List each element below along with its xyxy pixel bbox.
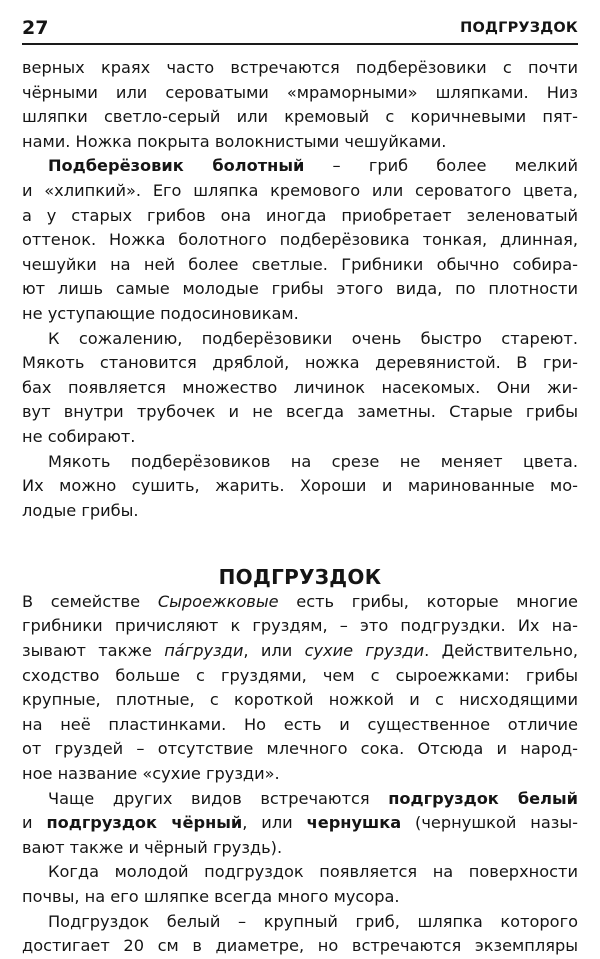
text-line: К сожалению, подберёзовики очень быстро стареют.	[48, 328, 578, 348]
italic-term: Сыроежковые	[157, 591, 279, 611]
text-span: . Действительно,	[424, 641, 578, 661]
text-line	[22, 154, 578, 179]
bold-term: подгруздок белый	[388, 788, 578, 808]
text-line: не собирают.	[22, 426, 136, 446]
paragraph	[22, 860, 578, 909]
text-span: есть грибы, которые многие	[278, 591, 578, 611]
text-line: ют лишь самые молодые грибы этого вида, по плотности	[22, 279, 578, 299]
text-line	[22, 590, 578, 615]
text-line: вут внутри трубочек и не всегда заметны. Старые грибы	[22, 402, 578, 422]
bold-term: чернушка	[306, 813, 402, 833]
bold-term: подгруздок чёрный	[46, 813, 243, 833]
paragraph	[22, 450, 578, 524]
text-line: чешуйки на ней более светлые. Грибники обычно собира-	[22, 254, 578, 274]
text-line: а у старых грибов она иногда приобретает зеленоватый	[22, 205, 578, 225]
text-line: крупные, плотные, с короткой ножкой и с нисходящими	[22, 690, 578, 710]
page-body	[22, 56, 578, 959]
text-line: от груздей – отсутствие млечного сока. Отсюда и народ-	[22, 739, 578, 759]
paragraph	[22, 590, 578, 787]
text-span: (чернушкой назы-	[401, 813, 578, 833]
text-line: Подгруздок белый – крупный гриб, шляпка которого	[48, 911, 578, 931]
text-span: – гриб более мелкий	[304, 156, 578, 176]
section-spacer	[22, 523, 578, 565]
paragraph	[22, 56, 578, 154]
text-line: Мякоть становится дряблой, ножка деревянистой. В гри-	[22, 353, 578, 373]
text-line: достигает 20 см в диаметре, но встречаются экземпляры	[22, 936, 578, 956]
text-line: нами. Ножка покрыта волокнистыми чешуйками.	[22, 131, 447, 151]
text-line: на неё пластинками. Но есть и существенное отличие	[22, 714, 578, 734]
text-line: почвы, на его шляпке всегда много мусора.	[22, 887, 400, 906]
page-number: 27	[22, 17, 49, 39]
italic-term: пáгрузди	[164, 641, 244, 661]
text-span: Чаще других видов встречаются	[48, 788, 389, 808]
paragraph	[22, 787, 578, 861]
text-line: грибники причисляют к груздям, – это подгруздки. Их на-	[22, 616, 578, 636]
text-line: бах появляется множество личинок насекомых. Они жи-	[22, 377, 578, 397]
text-span: , или	[243, 641, 305, 661]
text-line: шляпки светло-серый или кремовый с коричневыми пят-	[22, 107, 578, 127]
text-line: оттенок. Ножка болотного подберёзовика тонкая, длинная,	[22, 230, 578, 250]
text-line: верных краях часто встречаются подберёзовики с почти	[22, 58, 578, 77]
text-line: Когда молодой подгруздок появляется на поверхности	[48, 862, 578, 882]
text-span: и	[22, 813, 47, 833]
page-header	[22, 17, 578, 45]
text-line: Мякоть подберёзовиков на срезе не меняет цвета.	[48, 451, 578, 471]
running-title: ПОДГРУЗДОК	[460, 20, 578, 36]
text-line: сходство больше с груздями, чем с сыроежками: грибы	[22, 665, 578, 685]
bold-term: Подберёзовик болотный	[48, 156, 305, 176]
paragraph	[22, 910, 578, 959]
text-line: не уступающие подосиновикам.	[22, 303, 299, 323]
text-line: Их можно сушить, жарить. Хороши и маринованные мо-	[22, 476, 578, 496]
text-line: чёрными или сероватыми «мраморными» шляпками. Низ	[22, 82, 578, 102]
text-span: В семействе	[22, 591, 158, 611]
text-line: и «хлипкий». Его шляпка кремового или сероватого цвета,	[22, 180, 578, 200]
text-line: ное название «сухие грузди».	[22, 764, 280, 784]
paragraph	[22, 327, 578, 450]
text-span: зывают также	[22, 641, 165, 661]
text-span: , или	[242, 813, 307, 833]
text-line	[22, 787, 578, 812]
section-title: ПОДГРУЗДОК	[218, 565, 382, 590]
text-line: вают также и чёрный груздь).	[22, 837, 283, 857]
text-line	[22, 811, 578, 836]
text-line: лодые грибы.	[22, 500, 139, 520]
text-line	[22, 639, 578, 664]
paragraph	[22, 154, 578, 326]
italic-term: сухие грузди	[304, 641, 425, 661]
